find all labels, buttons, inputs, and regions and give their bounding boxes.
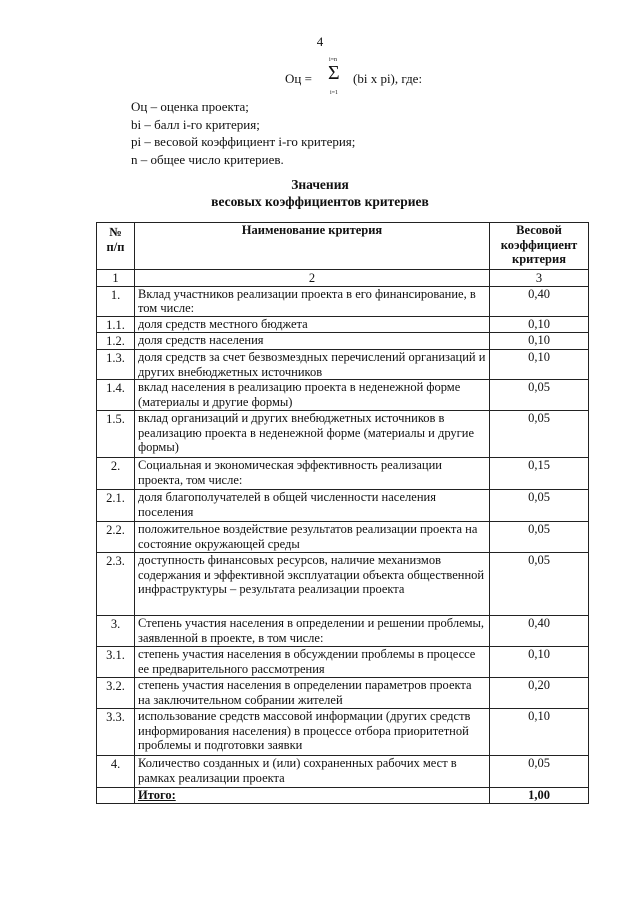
table-row [97, 522, 589, 553]
criteria-table [96, 222, 589, 804]
row-name: Количество созданных и (или) сохраненных рабочих мест в рамках реализации проекта [135, 756, 490, 788]
column-number-row [97, 270, 589, 287]
row-number: 3. [97, 616, 135, 647]
row-value: 0,10 [490, 709, 589, 756]
definition-item: Оц – оценка проекта; [131, 99, 249, 114]
row-number: 3.3. [97, 709, 135, 756]
total-value: 1,00 [490, 788, 589, 804]
total-row [97, 788, 589, 804]
row-number: 3.1. [97, 647, 135, 678]
table-header-row [97, 223, 589, 270]
row-name: доля средств местного бюджета [135, 316, 490, 333]
table-row [97, 286, 589, 316]
row-value: 0,05 [490, 522, 589, 553]
row-number: 1.3. [97, 349, 135, 379]
row-name: Социальная и экономическая эффективность реализации проекта, том числе: [135, 458, 490, 490]
row-name: степень участия населения в определении параметров проекта на заключительном собрании жителей [135, 678, 490, 709]
row-value: 0,10 [490, 333, 589, 350]
row-name: доступность финансовых ресурсов, наличие механизмов содержания и эффективной эксплуатации объекта общественной инфраструктуры – результата реализации проекта [135, 553, 490, 616]
row-value: 0,05 [490, 756, 589, 788]
title-line-2: весовых коэффициентов критериев [211, 194, 429, 209]
row-name: степень участия населения в обсуждении проблемы в процессе ее предварительного рассмотрения [135, 647, 490, 678]
row-name: вклад организаций и других внебюджетных источников в реализацию проекта в неденежной форме (материалы и другие формы) [135, 411, 490, 458]
definition-item: bi – балл i-го критерия; [131, 116, 260, 132]
table-row [97, 490, 589, 522]
table-row [97, 756, 589, 788]
row-name: доля благополучателей в общей численности населения поселения [135, 490, 490, 522]
row-value: 0,10 [490, 316, 589, 333]
formula-rhs: (bi x pi), где: [353, 71, 423, 86]
table-row [97, 349, 589, 379]
row-number: 1. [97, 286, 135, 316]
column-number: 3 [490, 270, 589, 287]
row-value: 0,20 [490, 678, 589, 709]
row-value: 0,10 [490, 349, 589, 379]
table-row [97, 333, 589, 350]
row-number: 1.4. [97, 380, 135, 411]
table-row [97, 553, 589, 616]
header-weight: Весовой коэффициент критерия [490, 223, 589, 270]
row-number: 3.2. [97, 678, 135, 709]
row-number: 1.1. [97, 316, 135, 333]
row-name: использование средств массовой информации (других средств информирования населения) в процессе отбора приоритетной проблемы и подготовки заявки [135, 709, 490, 756]
total-label [135, 788, 490, 804]
table-row [97, 678, 589, 709]
sum-lower-limit: i=1 [330, 90, 339, 96]
column-number: 1 [97, 270, 135, 287]
header-number: № п/п [97, 223, 135, 270]
definitions-list [131, 98, 355, 168]
header-name: Наименование критерия [135, 223, 490, 270]
table-row [97, 616, 589, 647]
row-number: 1.2. [97, 333, 135, 350]
row-name: доля средств за счет безвозмездных перечислений организаций и других внебюджетных источников [135, 349, 490, 379]
row-number: 4. [97, 756, 135, 788]
row-name: положительное воздействие результатов реализации проекта на состояние окружающей среды [135, 522, 490, 553]
row-number: 2.1. [97, 490, 135, 522]
row-number: 2.3. [97, 553, 135, 616]
row-value: 0,10 [490, 647, 589, 678]
row-number: 2.2. [97, 522, 135, 553]
row-name: Вклад участников реализации проекта в его финансирование, в том числе: [135, 286, 490, 316]
page-number: 4 [316, 34, 324, 49]
row-value: 0,05 [490, 553, 589, 616]
column-number: 2 [135, 270, 490, 287]
row-value: 0,15 [490, 458, 589, 490]
formula-lhs: Оц = [285, 71, 312, 86]
definition-item: n – общее число критериев. [131, 151, 284, 167]
row-name: доля средств населения [135, 333, 490, 350]
total-label-text: Итого: [138, 788, 176, 803]
row-value: 0,05 [490, 411, 589, 458]
table-title [0, 176, 640, 210]
row-value: 0,05 [490, 490, 589, 522]
table-row [97, 458, 589, 490]
table-row [97, 380, 589, 411]
row-value: 0,40 [490, 286, 589, 316]
definition-item: pi – весовой коэффициент i-го критерия; [131, 134, 356, 149]
table-row [97, 709, 589, 756]
row-number: 2. [97, 458, 135, 490]
table-row [97, 411, 589, 458]
row-name: Степень участия населения в определении и решении проблемы, заявленной в проекте, в том числе: [135, 616, 490, 647]
title-line-1: Значения [291, 177, 349, 192]
sigma-icon: Σ [328, 62, 340, 84]
table-row [97, 647, 589, 678]
sum-upper-limit: i=n [329, 57, 338, 63]
row-value: 0,05 [490, 380, 589, 411]
table-row [97, 316, 589, 333]
row-value: 0,40 [490, 616, 589, 647]
total-number [97, 788, 135, 804]
row-number: 1.5. [97, 411, 135, 458]
row-name: вклад населения в реализацию проекта в неденежной форме (материалы и другие формы) [135, 380, 490, 411]
